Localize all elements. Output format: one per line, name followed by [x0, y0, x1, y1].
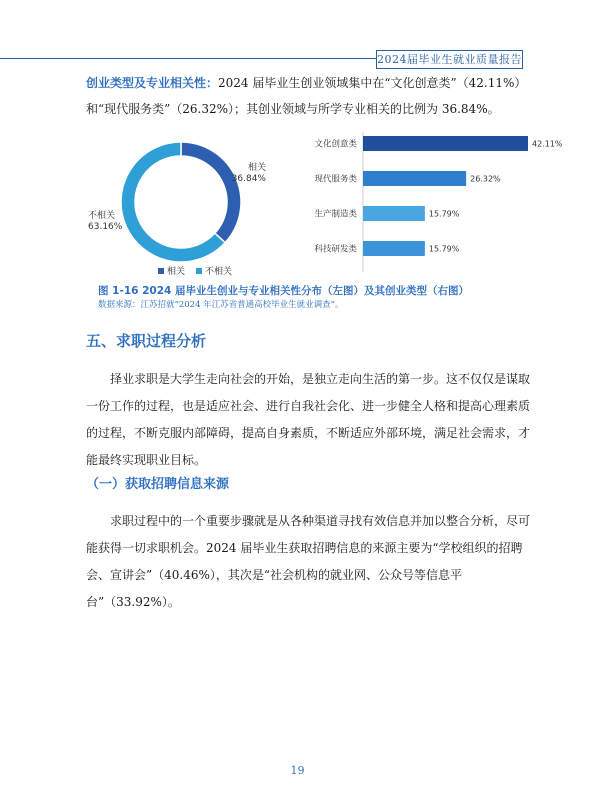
donut-label-category: 相关 [247, 163, 266, 173]
paragraph-line: 会、宣讲会”（40.46%），其次是“社会机构的就业网、公众号等信息平台”（33.92%）。 [86, 568, 463, 609]
legend-label: 相关 [167, 267, 186, 277]
page-number: 19 [290, 764, 305, 777]
subsection-title: （一）获取招聘信息来源 [86, 477, 230, 492]
bar-value-label: 42.11% [532, 139, 563, 149]
bar-category-label: 生产制造类 [314, 209, 357, 220]
paragraph-line: 求职过程中的一个重要步骤就是从各种渠道寻找有效信息并加以整合分析，尽可 [110, 514, 531, 528]
section-title: 五、求职过程分析 [86, 332, 207, 350]
bar-category-label: 科技研发类 [314, 244, 357, 255]
donut-label-value: 63.16% [88, 222, 123, 232]
bar-value-label: 15.79% [428, 244, 460, 254]
bar-3 [363, 241, 425, 256]
report-header-title: 2024届毕业生就业质量报告 [376, 50, 523, 69]
figure-area [86, 128, 563, 278]
intro-lead: 创业类型及专业相关性： [86, 76, 219, 90]
paragraph-line: 能最终实现职业目标。 [86, 453, 207, 467]
intro-text-line1: 2024 届毕业生创业领域集中在“文化创意类”（42.11%） [218, 76, 527, 90]
legend-swatch [196, 268, 202, 274]
paragraph-line: 一份工作的过程，也是适应社会、进行自我社会化、进一步健全人格和提高心理素质 [86, 399, 531, 413]
donut-label-category: 不相关 [88, 211, 116, 221]
intro-text-line2: 和“现代服务类”（26.32%）；其创业领域与所学专业相关的比例为 36.84%。 [86, 102, 500, 116]
bar-0 [363, 136, 528, 151]
paragraph-line: 能获得一切求职机会。2024 届毕业生获取招聘信息的来源主要为“学校组织的招聘 [86, 541, 523, 555]
bar-2 [363, 206, 425, 221]
donut-slice-related [181, 142, 241, 243]
bar-category-label: 文化创意类 [314, 139, 357, 150]
intro-paragraph-line1 [86, 70, 536, 97]
donut-label-value: 36.84% [231, 174, 266, 184]
bar-chart [301, 132, 563, 272]
bar-value-label: 15.79% [428, 209, 460, 219]
bar-value-label: 26.32% [470, 174, 501, 184]
bar-1 [363, 171, 466, 186]
legend-label: 不相关 [205, 267, 233, 277]
figure-source: 数据来源：江苏招就“2024 年江苏省普通高校毕业生就业调查”。 [98, 300, 344, 310]
legend-swatch [158, 268, 164, 274]
donut-chart [88, 128, 266, 278]
paragraph-line: 择业求职是大学生走向社会的开始，是独立走向生活的第一步。这不仅仅是谋取 [110, 372, 531, 386]
bar-category-label: 现代服务类 [314, 174, 357, 185]
paragraph-line: 的过程，不断克服内部障碍，提高自身素质，不断适应外部环境，满足社会需求，才 [86, 426, 531, 440]
figure-caption: 图 1-16 2024 届毕业生创业与专业相关性分布（左图）及其创业类型（右图） [98, 285, 469, 297]
